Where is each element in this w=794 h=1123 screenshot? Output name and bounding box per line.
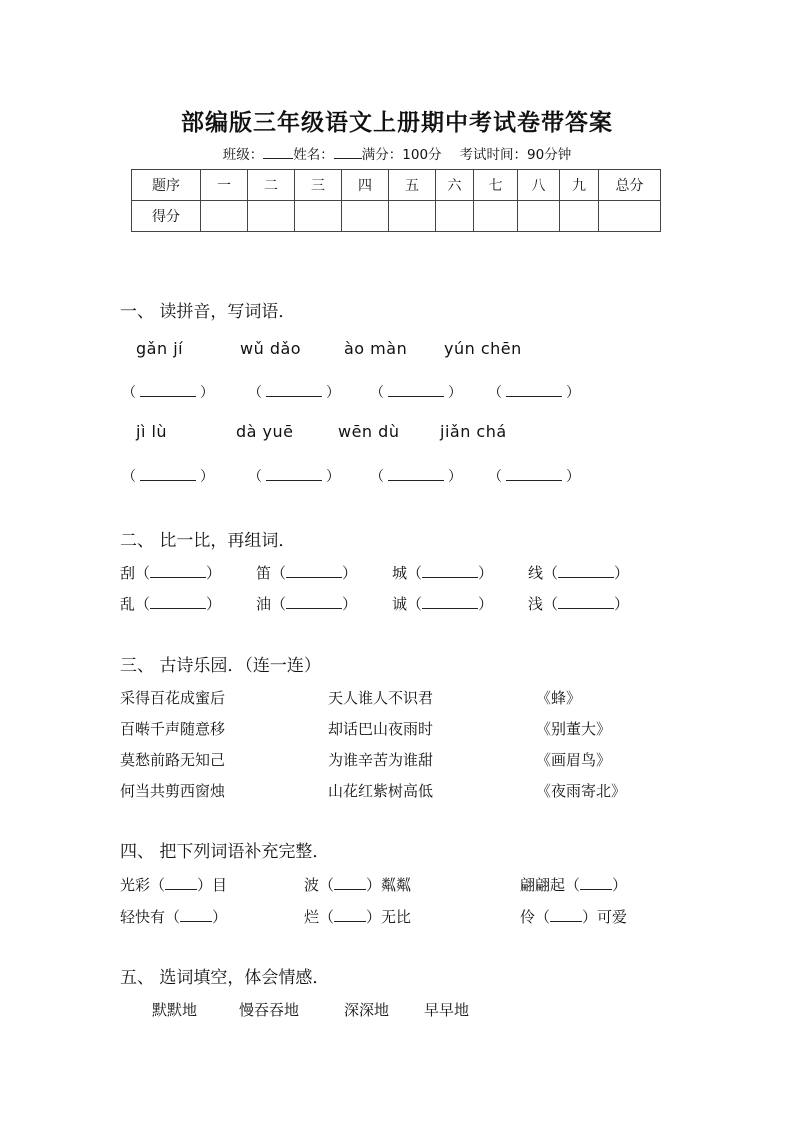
score-header-cell: 九	[560, 170, 599, 201]
pinyin: gǎn jí	[136, 339, 184, 358]
class-blank[interactable]	[263, 146, 293, 159]
poem-line[interactable]: 为谁辛苦为谁甜	[328, 751, 434, 769]
name-blank[interactable]	[334, 146, 362, 159]
score-cell[interactable]	[474, 201, 518, 232]
poem-line[interactable]: 何当共剪西窗烛	[120, 782, 226, 800]
section4-heading: 四、 把下列词语补充完整．	[120, 842, 330, 862]
score-header-cell: 七	[474, 170, 518, 201]
compare-item[interactable]: 线（ ）	[528, 564, 630, 582]
section2-heading: 二、 比一比，再组词．	[120, 531, 296, 551]
score-cell[interactable]	[248, 201, 295, 232]
score-cell[interactable]	[518, 201, 560, 232]
fill-idiom[interactable]: 轻快有（ ）	[120, 908, 228, 926]
poem-line[interactable]: 却话巴山夜雨时	[328, 720, 434, 738]
score-header-cell: 八	[518, 170, 560, 201]
score-header-cell: 四	[342, 170, 389, 201]
section1-heading: 一、 读拼音，写词语．	[120, 302, 296, 322]
fill-idiom[interactable]: 光彩（ ）目	[120, 876, 228, 894]
compare-item[interactable]: 诚（ ）	[392, 595, 494, 613]
compare-item[interactable]: 浅（ ）	[528, 595, 630, 613]
score-header-cell: 三	[295, 170, 342, 201]
score-cell[interactable]	[599, 201, 661, 232]
word-option: 深深地	[344, 1001, 390, 1019]
score-header-cell: 题序	[132, 170, 201, 201]
score-cell[interactable]	[436, 201, 474, 232]
compare-item[interactable]: 城（ ）	[392, 564, 494, 582]
page-title: 部编版三年级语文上册期中考试卷带答案	[181, 109, 613, 136]
poem-line[interactable]: 百啭千声随意移	[120, 720, 226, 738]
answer-blank[interactable]: （ ）	[248, 385, 340, 401]
answer-blank[interactable]: （ ）	[488, 385, 580, 401]
compare-item[interactable]: 乱（ ）	[120, 595, 222, 613]
score-cell[interactable]	[560, 201, 599, 232]
exam-info-line	[0, 143, 794, 163]
poem-line[interactable]: 采得百花成蜜后	[120, 689, 226, 707]
word-option: 慢吞吞地	[239, 1001, 300, 1019]
score-header-cell: 一	[201, 170, 248, 201]
answer-blank[interactable]: （ ）	[122, 385, 214, 401]
pinyin: jì lù	[136, 422, 168, 441]
class-label: 班级：	[222, 147, 264, 163]
compare-item[interactable]: 笛（ ）	[256, 564, 358, 582]
pinyin: yún chēn	[444, 339, 522, 358]
compare-item[interactable]: 刮（ ）	[120, 564, 222, 582]
score-cell[interactable]	[201, 201, 248, 232]
score-table-header-row	[132, 170, 661, 201]
score-header-cell: 二	[248, 170, 295, 201]
compare-item[interactable]: 油（ ）	[256, 595, 358, 613]
fill-idiom[interactable]: 伶（ ）可爱	[520, 908, 628, 926]
name-label: 姓名：	[293, 147, 334, 163]
score-table	[131, 169, 661, 232]
score-header-cell: 六	[436, 170, 474, 201]
fill-idiom[interactable]: 翩翩起（ ）	[520, 876, 628, 894]
score-cell[interactable]	[342, 201, 389, 232]
score-header-cell: 总分	[599, 170, 661, 201]
pinyin: wǔ dǎo	[240, 339, 302, 358]
answer-blank[interactable]: （ ）	[370, 469, 462, 485]
answer-blank[interactable]: （ ）	[122, 469, 214, 485]
pinyin: wēn dù	[338, 422, 400, 441]
word-option: 早早地	[424, 1001, 470, 1019]
answer-blank[interactable]: （ ）	[488, 469, 580, 485]
pinyin: ào màn	[344, 339, 408, 358]
fill-idiom[interactable]: 波（ ）粼粼	[304, 876, 412, 894]
section5-heading: 五、 选词填空，体会情感．	[120, 968, 330, 988]
poem-title[interactable]: 《夜雨寄北》	[536, 782, 627, 800]
pinyin: dà yuē	[236, 422, 294, 441]
poem-title[interactable]: 《别董大》	[536, 720, 612, 738]
score-table-score-row	[132, 201, 661, 232]
poem-title[interactable]: 《蜂》	[536, 689, 582, 707]
pinyin: jiǎn chá	[440, 422, 507, 441]
poem-line[interactable]: 天人谁人不识君	[328, 689, 434, 707]
poem-line[interactable]: 莫愁前路无知己	[120, 751, 226, 769]
section3-heading: 三、 古诗乐园．（连一连）	[120, 656, 321, 676]
score-row-label: 得分	[132, 201, 201, 232]
score-cell[interactable]	[295, 201, 342, 232]
fill-idiom[interactable]: 烂（ ）无比	[304, 908, 412, 926]
score-header-cell: 五	[389, 170, 436, 201]
score-cell[interactable]	[389, 201, 436, 232]
poem-line[interactable]: 山花红紫树高低	[328, 782, 434, 800]
answer-blank[interactable]: （ ）	[370, 385, 462, 401]
poem-title[interactable]: 《画眉鸟》	[536, 751, 612, 769]
full-score: 满分：100分	[361, 147, 442, 163]
exam-time: 考试时间：90分钟	[459, 147, 572, 163]
word-option: 默默地	[152, 1001, 198, 1019]
answer-blank[interactable]: （ ）	[248, 469, 340, 485]
